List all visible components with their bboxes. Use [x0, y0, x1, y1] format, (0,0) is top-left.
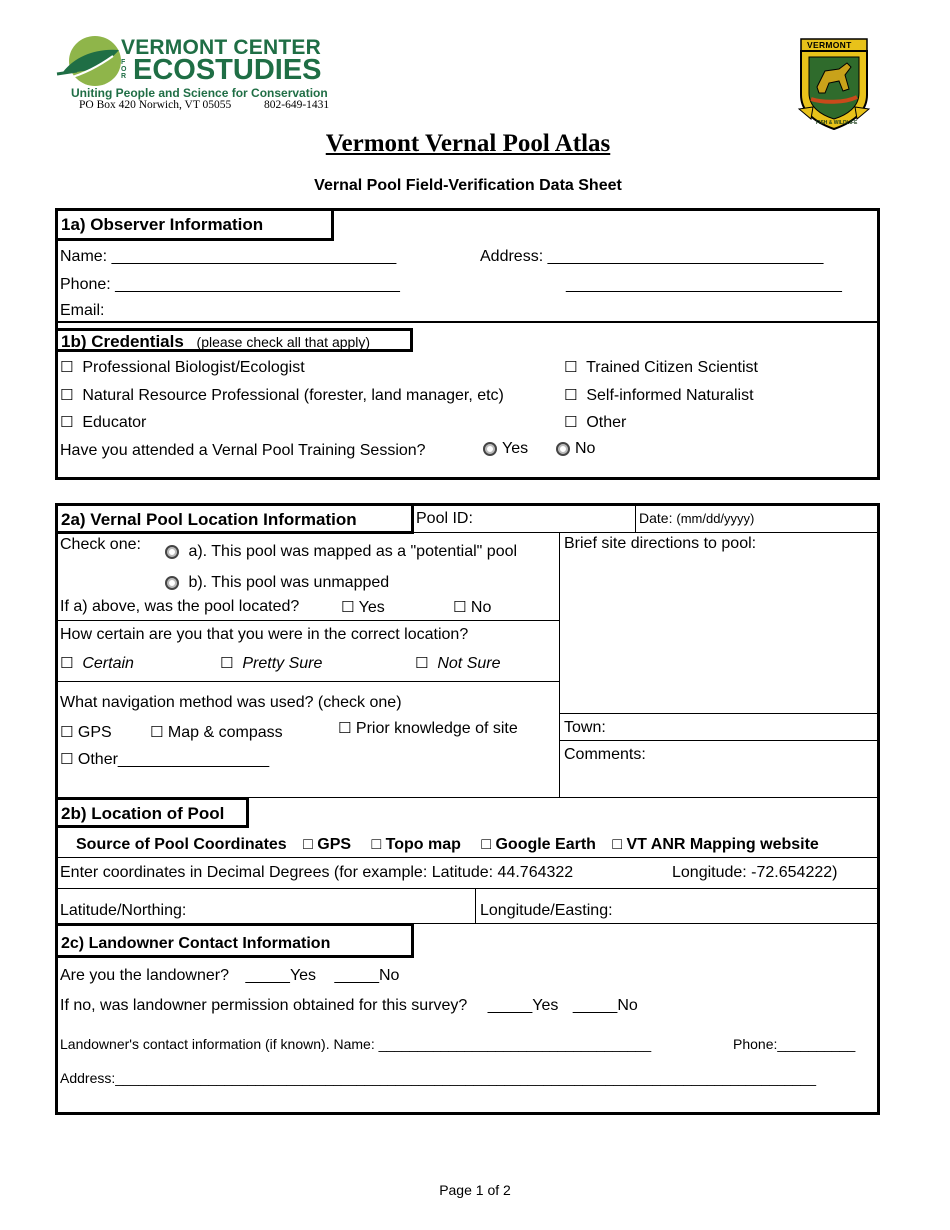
pool-date-divider [635, 505, 636, 533]
nav-map-compass[interactable] [150, 723, 283, 742]
permission-question: If no, was landowner permission obtained for this survey? [60, 997, 468, 1014]
page-number: Page 1 of 2 [439, 1182, 511, 1198]
training-question: Have you attended a Vernal Pool Training Session? [60, 442, 426, 459]
date-label: Date: [639, 510, 673, 526]
cred-nat-resource[interactable] [60, 386, 504, 405]
cred-biologist[interactable] [60, 358, 305, 377]
comments-field[interactable]: Comments: [564, 746, 646, 763]
coords-example-lon: Longitude: -72.654222) [672, 864, 838, 881]
town-field[interactable]: Town: [564, 719, 606, 736]
checkbox-icon[interactable]: ☐ [60, 386, 74, 404]
training-no-radio[interactable] [556, 440, 595, 458]
divider-2a-columns [559, 532, 560, 797]
certainty-not-sure[interactable] [415, 654, 500, 673]
org-phone: 802-649-1431 [264, 99, 330, 111]
checkbox-icon[interactable]: □ [371, 836, 382, 853]
cred-citizen-label: Trained Citizen Scientist [586, 359, 758, 376]
checkbox-icon[interactable]: ☐ [60, 750, 74, 768]
cred-educator-label: Educator [82, 414, 147, 431]
checkbox-icon[interactable]: □ [481, 836, 492, 853]
cred-naturalist[interactable] [564, 386, 754, 405]
option-b-radio[interactable] [165, 574, 389, 592]
located-yes-label: Yes [358, 599, 385, 616]
org-name-line2: ECOSTUDIES [133, 54, 322, 86]
checkbox-icon[interactable]: ☐ [60, 413, 74, 431]
located-question: If a) above, was the pool located? [60, 598, 300, 615]
landowner-question: Are you the landowner? [60, 967, 229, 984]
cred-other-label: Other [586, 414, 627, 431]
divider-directions [559, 713, 878, 714]
radio-icon[interactable] [165, 545, 179, 559]
check-one-label: Check one: [60, 536, 141, 553]
training-yes-label: Yes [502, 440, 529, 457]
org-name-line1: VERMONT CENTER [121, 36, 321, 59]
name-field[interactable]: Name: ________________________________ [60, 248, 397, 265]
section-1a-heading [55, 208, 334, 241]
landowner-no-blank[interactable]: _____No [334, 967, 400, 984]
cred-naturalist-label: Self-informed Naturalist [586, 387, 754, 404]
cred-citizen[interactable] [564, 358, 758, 377]
checkbox-icon[interactable]: ☐ [453, 598, 467, 616]
located-yes[interactable] [341, 598, 385, 617]
checkbox-icon[interactable]: ☐ [564, 386, 578, 404]
option-a-label: a). This pool was mapped as a "potential" pool [188, 543, 518, 560]
certainty-not-sure-label: Not Sure [437, 655, 501, 672]
section-1b-heading [55, 328, 413, 352]
cred-other[interactable] [564, 413, 626, 432]
org-tagline: Uniting People and Science for Conservation [71, 86, 328, 100]
pool-id-field[interactable]: Pool ID: [416, 510, 473, 527]
option-a-radio[interactable] [165, 543, 517, 561]
certainty-pretty-sure-label: Pretty Sure [242, 655, 323, 672]
page-subtitle: Vernal Pool Field-Verification Data Sheet [314, 177, 622, 194]
nav-question: What navigation method was used? (check one) [60, 694, 402, 711]
section-2a-heading [55, 503, 414, 534]
date-format: (mm/dd/yyyy) [676, 511, 755, 526]
divider-coords [57, 888, 878, 889]
divider-source [57, 857, 878, 858]
source-vt-anr[interactable] [612, 836, 818, 853]
permission-no-blank[interactable]: _____No [572, 997, 638, 1014]
certainty-question: How certain are you that you were in the correct location? [60, 626, 469, 643]
certainty-pretty-sure[interactable] [220, 654, 322, 673]
radio-icon[interactable] [556, 442, 570, 456]
source-gps[interactable] [303, 836, 351, 853]
certainty-certain-label: Certain [82, 655, 134, 672]
nav-map-compass-label: Map & compass [167, 724, 283, 741]
address-field-line2[interactable]: _______________________________ [566, 276, 842, 293]
section-1a-heading-text: 1a) Observer Information [61, 215, 264, 234]
coords-prompt: Enter coordinates in Decimal Degrees (for example: Latitude: 44.764322 [60, 864, 574, 881]
nav-other-label: Other_________________ [77, 751, 270, 768]
cred-biologist-label: Professional Biologist/Ecologist [82, 359, 305, 376]
training-yes-radio[interactable] [483, 440, 528, 458]
section-2c-heading-text: 2c) Landowner Contact Information [61, 935, 331, 952]
source-gps-label: GPS [317, 836, 352, 853]
section-2a-heading-text: 2a) Vernal Pool Location Information [61, 510, 357, 529]
nav-other[interactable] [60, 750, 269, 769]
phone-field[interactable]: Phone: ________________________________ [60, 276, 400, 293]
checkbox-icon[interactable]: ☐ [60, 723, 74, 741]
divider-2a-header [414, 532, 878, 533]
section-1b-note: (please check all that apply) [196, 334, 371, 350]
divider-lat-lon [475, 888, 476, 923]
landowner-contact-address[interactable]: Address:__________________________________________________________________________________________ [60, 1070, 816, 1086]
radio-icon[interactable] [165, 576, 179, 590]
located-no-label: No [470, 599, 492, 616]
seal-bottom-text: FISH & WILDLIFE [816, 120, 858, 126]
longitude-field[interactable]: Longitude/Easting: [480, 902, 613, 919]
checkbox-icon[interactable]: □ [612, 836, 623, 853]
nav-gps[interactable] [60, 723, 112, 742]
vce-logo [55, 34, 345, 116]
source-vt-anr-label: VT ANR Mapping website [626, 836, 819, 853]
source-topo[interactable] [372, 836, 461, 853]
seal-top-text: VERMONT [807, 40, 852, 50]
permission-question-row [60, 997, 638, 1015]
radio-icon[interactable] [483, 442, 497, 456]
option-b-label: b). This pool was unmapped [188, 574, 390, 591]
page-title: Vermont Vernal Pool Atlas [325, 130, 611, 157]
latitude-field[interactable]: Latitude/Northing: [60, 902, 187, 919]
cred-educator[interactable] [60, 413, 146, 432]
directions-field[interactable]: Brief site directions to pool: [564, 535, 757, 552]
org-address: PO Box 420 Norwich, VT 05055 [79, 99, 232, 111]
source-google-earth[interactable] [481, 836, 596, 853]
divider-town [559, 740, 878, 741]
section-2c-heading [55, 923, 414, 958]
checkbox-icon[interactable]: ☐ [60, 654, 74, 672]
coord-source-label: Source of Pool Coordinates [76, 836, 287, 853]
landowner-yes-blank[interactable]: _____Yes [245, 967, 317, 984]
checkbox-icon[interactable]: ☐ [564, 413, 578, 431]
landowner-contact-phone[interactable]: Phone:__________ [733, 1036, 856, 1052]
nav-gps-label: GPS [77, 724, 112, 741]
fish-wildlife-seal [795, 37, 873, 131]
cred-nat-resource-label: Natural Resource Professional (forester, land manager, etc) [82, 387, 504, 404]
checkbox-icon[interactable]: ☐ [150, 723, 164, 741]
address-field[interactable]: Address: _______________________________ [480, 248, 824, 265]
checkbox-icon[interactable]: ☐ [564, 358, 578, 376]
email-field[interactable]: Email: [60, 302, 105, 319]
landowner-question-row [60, 967, 399, 985]
date-field[interactable] [639, 510, 754, 526]
divider-located [57, 620, 559, 621]
checkbox-icon[interactable]: ☐ [220, 654, 234, 672]
training-no-label: No [575, 440, 596, 457]
section-1b-heading-text: 1b) Credentials [61, 332, 184, 351]
section-2b-heading-text: 2b) Location of Pool [61, 804, 225, 823]
coord-source-row [76, 836, 819, 854]
source-google-earth-label: Google Earth [495, 836, 596, 853]
deer-shield-icon [795, 37, 873, 131]
permission-yes-blank[interactable]: _____Yes [487, 997, 559, 1014]
nav-prior[interactable] [338, 719, 518, 738]
divider-certainty [57, 681, 559, 682]
section-2b-heading [55, 797, 249, 828]
org-for: FOR [121, 59, 127, 80]
divider-1a-1b [57, 321, 878, 323]
checkbox-icon[interactable]: □ [303, 836, 313, 853]
checkbox-icon[interactable]: ☐ [60, 358, 74, 376]
nav-prior-label: Prior knowledge of site [355, 720, 518, 737]
certainty-certain[interactable] [60, 654, 134, 673]
checkbox-icon[interactable]: ☐ [415, 654, 429, 672]
source-topo-label: Topo map [385, 836, 461, 853]
leaf-bird-icon [55, 34, 123, 90]
checkbox-icon[interactable]: ☐ [338, 719, 352, 737]
checkbox-icon[interactable]: ☐ [341, 598, 355, 616]
located-no[interactable] [453, 598, 491, 617]
landowner-contact-name[interactable]: Landowner's contact information (if known). Name: ___________________________________ [60, 1036, 652, 1052]
